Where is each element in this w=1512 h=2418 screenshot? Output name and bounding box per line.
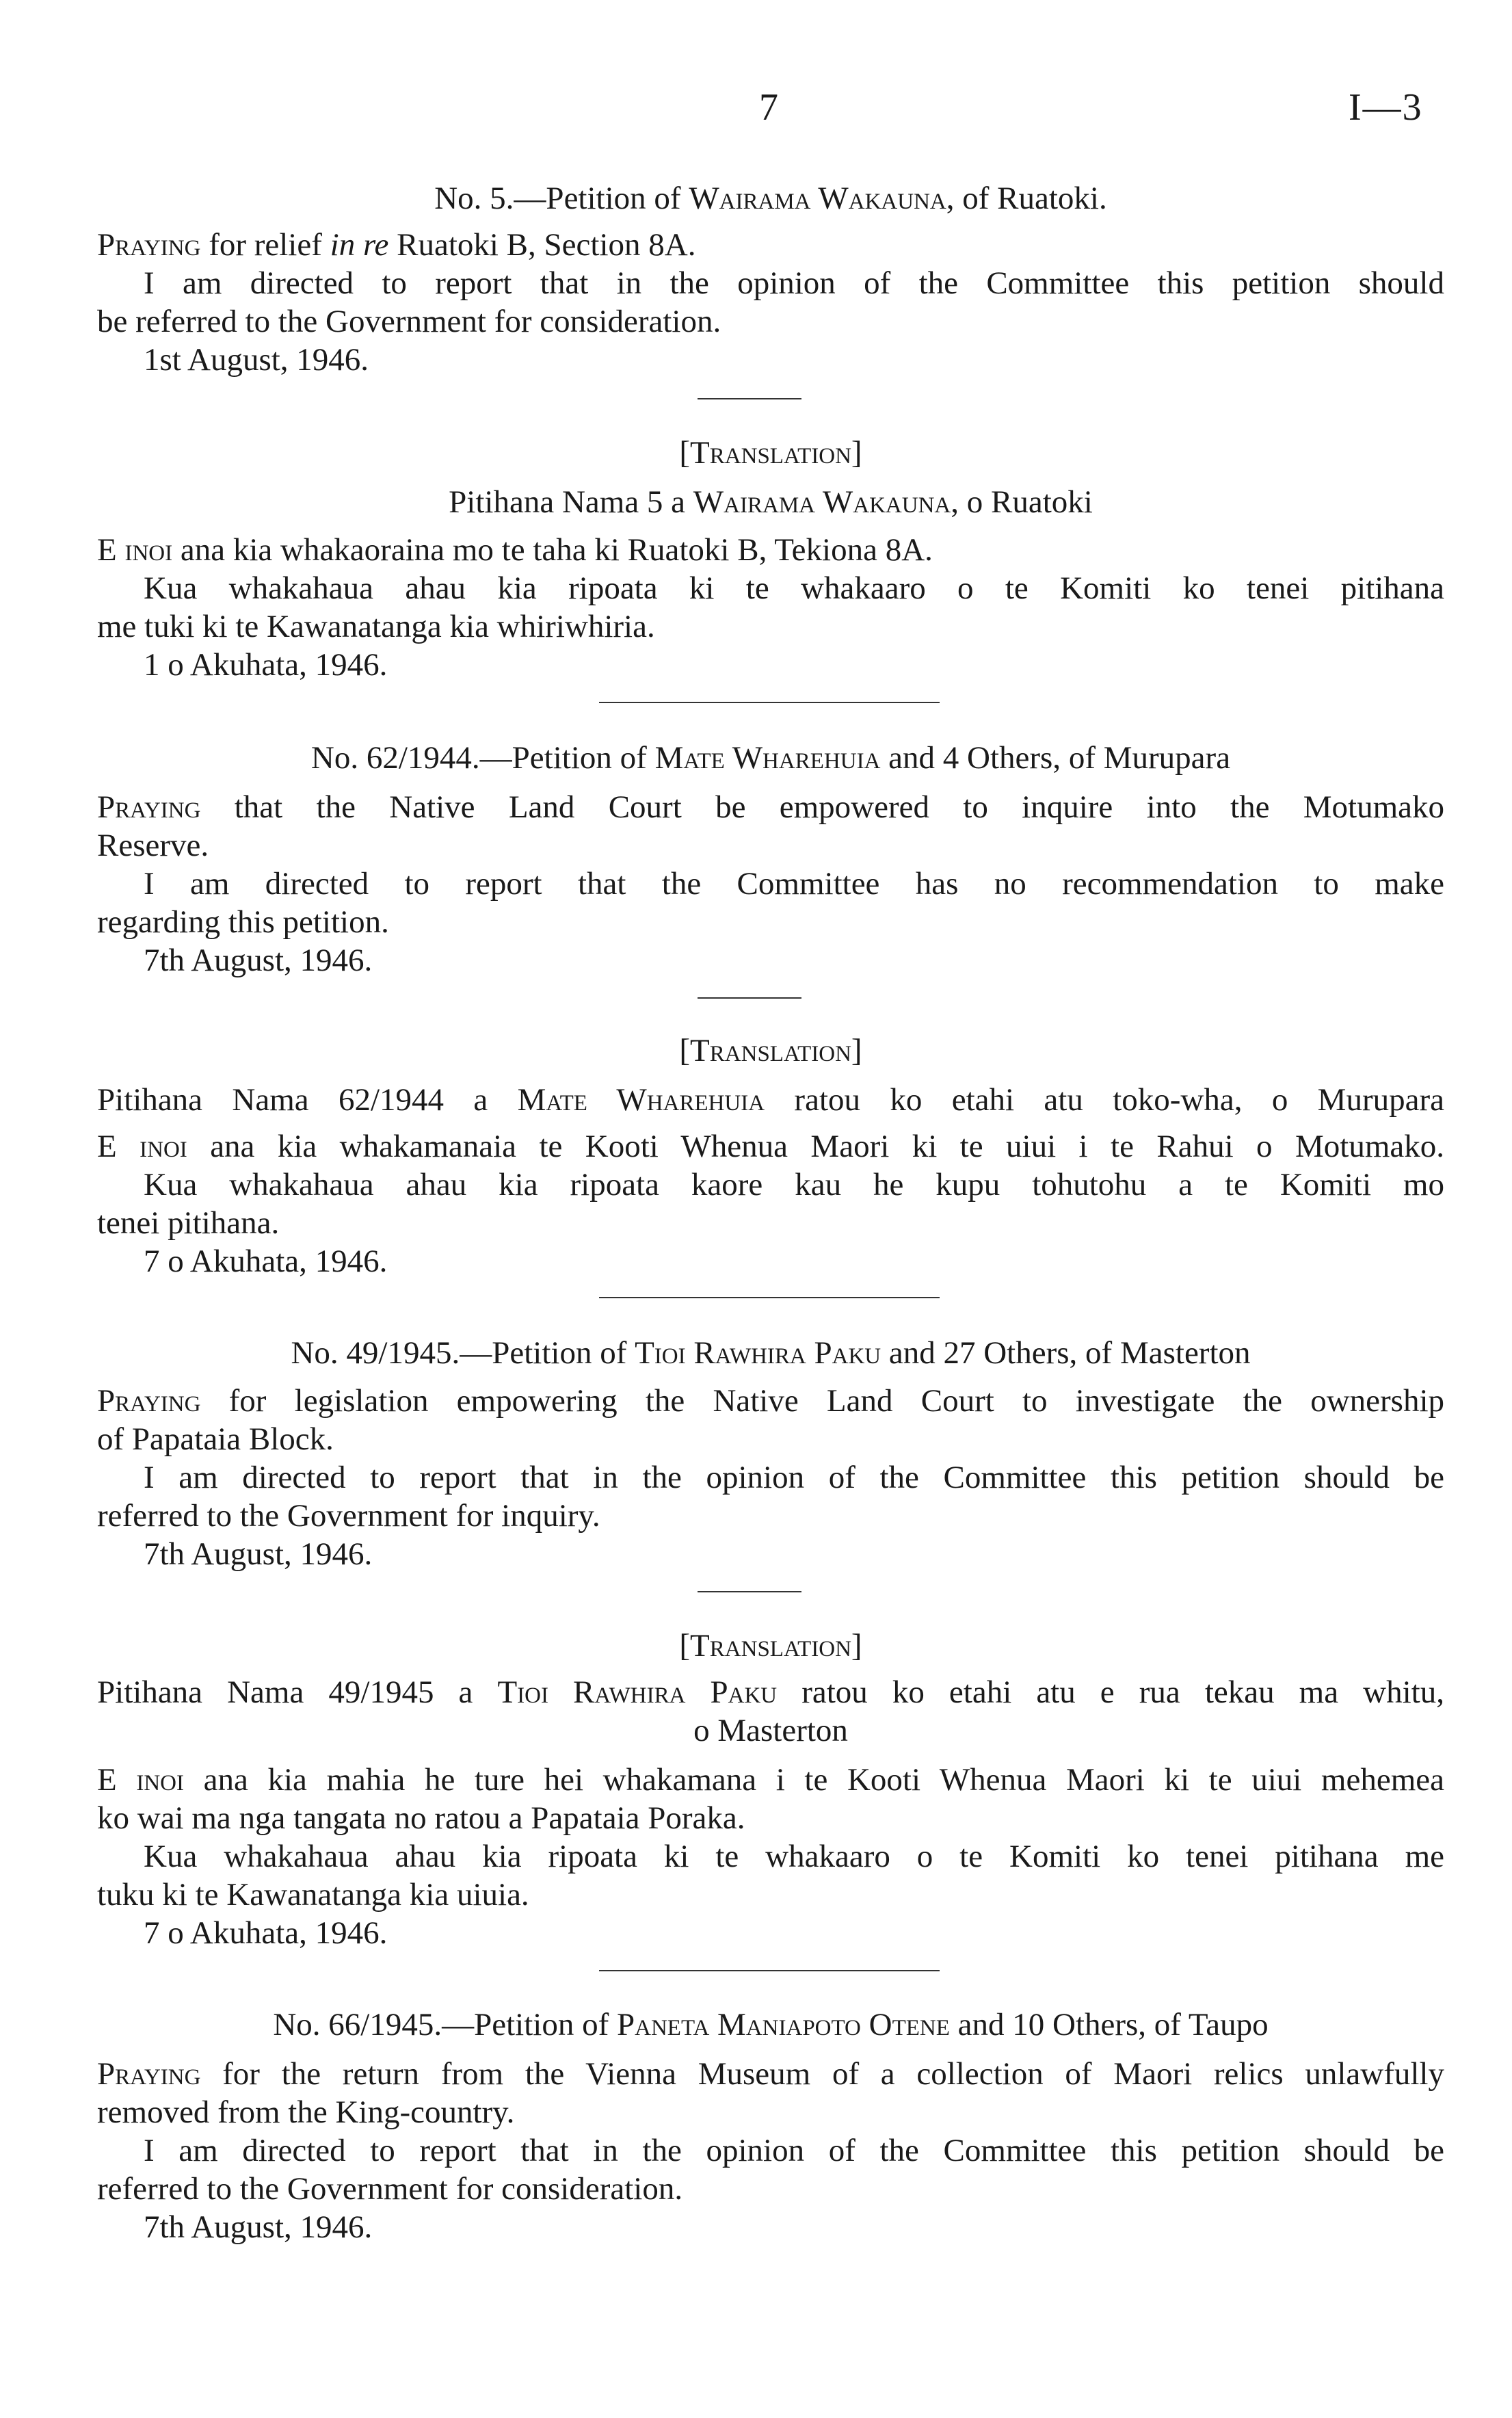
praying-line: Praying for relief in re Ruatoki B, Section 8A. bbox=[97, 227, 696, 263]
date-line: 7th August, 1946. bbox=[144, 2209, 373, 2245]
report-line: Kua whakahaua ahau kia ripoata ki te whakaaro o te Komiti ko tenei pitihana me bbox=[144, 1839, 1444, 1874]
report-line: Kua whakahaua ahau kia ripoata ki te whakaaro o te Komiti ko tenei pitihana bbox=[144, 570, 1444, 606]
praying-continuation: removed from the King-country. bbox=[97, 2094, 515, 2130]
section-divider bbox=[599, 702, 940, 703]
section-divider bbox=[599, 1297, 940, 1298]
petition-title: Pitihana Nama 62/1944 a Mate Wharehuia ratou ko etahi atu toko-wha, o Murupara bbox=[97, 1082, 1444, 1118]
section-divider bbox=[698, 398, 801, 399]
date-line: 7th August, 1946. bbox=[144, 943, 373, 978]
date-line: 1 o Akuhata, 1946. bbox=[144, 647, 388, 683]
page-number: 7 bbox=[759, 86, 778, 129]
petition-title-continuation: o Masterton bbox=[693, 1713, 848, 1748]
translation-label: [Translation] bbox=[679, 1628, 862, 1664]
translation-label: [Translation] bbox=[679, 435, 862, 471]
petition-title: Pitihana Nama 49/1945 a Tioi Rawhira Paku ratou ko etahi atu e rua tekau ma whitu, bbox=[97, 1674, 1444, 1710]
report-line: I am directed to report that in the opinion of the Committee this petition should bbox=[144, 265, 1444, 301]
praying-line: E inoi ana kia mahia he ture hei whakamana i te Kooti Whenua Maori ki te uiui mehemea bbox=[97, 1762, 1444, 1798]
report-line: regarding this petition. bbox=[97, 904, 389, 940]
section-divider bbox=[599, 1970, 940, 1971]
praying-continuation: Reserve. bbox=[97, 828, 209, 863]
praying-line: Praying for legislation empowering the Native Land Court to investigate the ownership bbox=[97, 1383, 1444, 1419]
praying-line: Praying for the return from the Vienna Museum of a collection of Maori relics unlawfully bbox=[97, 2056, 1444, 2092]
praying-line: Praying that the Native Land Court be empowered to inquire into the Motumako bbox=[97, 789, 1444, 825]
report-line: be referred to the Government for consideration. bbox=[97, 304, 721, 339]
report-line: me tuki ki te Kawanatanga kia whiriwhiria. bbox=[97, 609, 655, 644]
report-line: tenei pitihana. bbox=[97, 1205, 280, 1241]
report-line: I am directed to report that the Committee has no recommendation to make bbox=[144, 866, 1444, 902]
section-divider bbox=[698, 1591, 801, 1592]
report-line: referred to the Government for consideration. bbox=[97, 2171, 683, 2207]
report-line: referred to the Government for inquiry. bbox=[97, 1498, 600, 1534]
section-divider bbox=[698, 997, 801, 999]
petition-title: No. 5.—Petition of Wairama Wakauna, of Ruatoki. bbox=[434, 181, 1107, 216]
date-line: 7 o Akuhata, 1946. bbox=[144, 1244, 388, 1279]
report-line: I am directed to report that in the opinion of the Committee this petition should be bbox=[144, 1460, 1444, 1495]
praying-line: E inoi ana kia whakaoraina mo te taha ki Ruatoki B, Tekiona 8A. bbox=[97, 532, 933, 568]
petition-title: No. 66/1945.—Petition of Paneta Maniapoto Otene and 10 Others, of Taupo bbox=[273, 2007, 1269, 2042]
praying-line: E inoi ana kia whakamanaia te Kooti Whenua Maori ki te uiui i te Rahui o Motumako. bbox=[97, 1129, 1444, 1164]
praying-continuation: ko wai ma nga tangata no ratou a Papataia Poraka. bbox=[97, 1800, 745, 1836]
document-reference: I—3 bbox=[1349, 86, 1423, 129]
petition-title: Pitihana Nama 5 a Wairama Wakauna, o Ruatoki bbox=[449, 484, 1093, 520]
date-line: 1st August, 1946. bbox=[144, 342, 369, 378]
report-line: tuku ki te Kawanatanga kia uiuia. bbox=[97, 1877, 529, 1913]
report-line: I am directed to report that in the opinion of the Committee this petition should be bbox=[144, 2133, 1444, 2168]
praying-continuation: of Papataia Block. bbox=[97, 1421, 334, 1457]
petition-title: No. 49/1945.—Petition of Tioi Rawhira Paku and 27 Others, of Masterton bbox=[291, 1335, 1251, 1371]
date-line: 7th August, 1946. bbox=[144, 1536, 373, 1572]
date-line: 7 o Akuhata, 1946. bbox=[144, 1915, 388, 1951]
petition-title: No. 62/1944.—Petition of Mate Wharehuia and 4 Others, of Murupara bbox=[310, 740, 1231, 776]
report-line: Kua whakahaua ahau kia ripoata kaore kau he kupu tohutohu a te Komiti mo bbox=[144, 1167, 1444, 1203]
translation-label: [Translation] bbox=[679, 1033, 862, 1068]
